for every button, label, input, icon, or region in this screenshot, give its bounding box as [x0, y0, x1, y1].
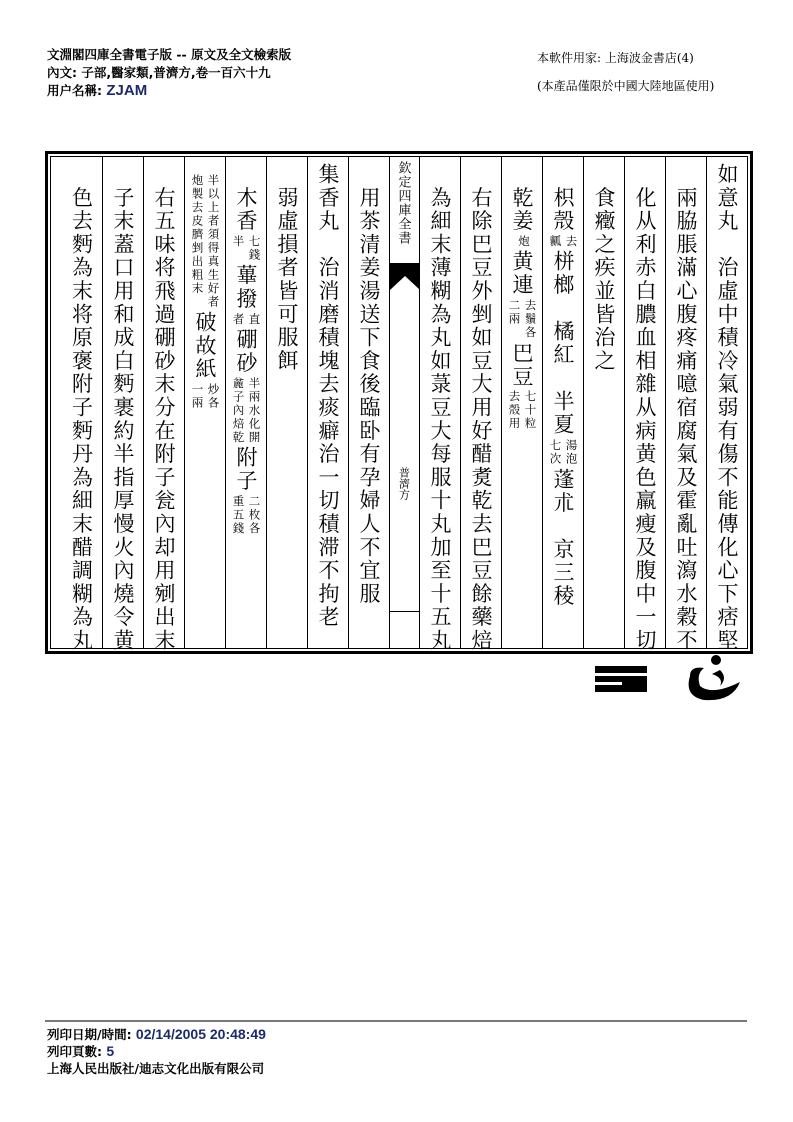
annotation-line: 重五錢 [231, 494, 246, 536]
text-columns [50, 156, 748, 653]
header-content-path: 內文: 子部,醫家類,普濟方,卷一百六十九 [47, 65, 271, 80]
main-text: 枳殼 [551, 163, 575, 233]
main-text: 右五味将飛過硼砂末分在附子瓮內却用剜出末 [152, 163, 176, 653]
annotation-line: 瓤 [548, 234, 563, 249]
main-text: 乾姜 [510, 163, 534, 233]
main-text: 巴豆 [510, 341, 534, 389]
annotation-line: 去殼用 [507, 390, 522, 431]
main-text: 色去麪為末将原褒附子麪丹為細末醋調糊為丸 [69, 163, 94, 653]
annotation-note [191, 383, 220, 410]
main-text: 用茶清姜湯送下食後臨卧有孕婦人不宜服 [357, 163, 381, 606]
pages-label: 列印頁數: [47, 1044, 107, 1059]
text-column [501, 157, 542, 648]
annotation-line: 直 [247, 312, 262, 327]
user-name: ZJAM [106, 82, 148, 99]
text-column [307, 157, 348, 648]
annotation-line: 七十粒 [523, 390, 538, 431]
annotation-line: 半 [231, 234, 246, 249]
main-text: 破故紙 [193, 310, 217, 381]
annotation-line: 二枚各 [247, 494, 262, 536]
licensee-text: 本軟件用家: 上海波金書店(4) [537, 51, 694, 65]
annotation-line: 炮製去皮臍剉出粗末 [190, 173, 205, 296]
main-text: 弱虛損者皆可服餌 [275, 163, 299, 373]
annotation-line: 二兩 [507, 299, 522, 327]
main-text: 化从利赤白膿血相雜从病黄色羸瘦及腹中一切 [633, 163, 657, 653]
annotation-line: 去 [564, 234, 579, 249]
text-column [419, 157, 460, 653]
text-column [542, 157, 583, 648]
annotation-line: 麄子內焙乾 [231, 376, 246, 445]
annotation-note [549, 439, 578, 466]
annotation-line: 湯泡 [564, 438, 579, 466]
text-column [624, 157, 665, 653]
header-title: 文淵閣四庫全書電子版 -- 原文及全文檢索版 [47, 47, 292, 62]
text-column [665, 157, 706, 653]
annotation-line: 一兩 [190, 382, 205, 410]
annotation-note [508, 299, 537, 340]
annotation-note [232, 313, 261, 327]
text-column [225, 157, 266, 648]
main-text: 為細末薄糊為丸如菉豆大每服十丸加至十五丸 [428, 163, 452, 653]
page-gutter [389, 157, 419, 648]
annotation-line: 七次 [548, 438, 563, 466]
text-column [143, 157, 184, 653]
annotation-line: 七錢 [247, 234, 262, 262]
main-text: 木香 [234, 163, 258, 233]
restriction-text: (本產品僅限於中國大陸地區使用) [537, 79, 715, 93]
main-text [193, 163, 217, 172]
user-label: 用户名稱: [47, 83, 107, 98]
main-text: 黄連 [510, 250, 534, 298]
pages-value: 5 [106, 1043, 115, 1059]
main-text: 右除巴豆外剉如豆大用好醋煑乾去巴豆餘藥焙 [469, 163, 493, 653]
document-header [47, 46, 291, 100]
annotation-line: 炒各 [206, 382, 221, 410]
text-column [266, 157, 307, 648]
annotation-note [232, 377, 261, 445]
main-text: 栟榔 橘紅 半夏 [551, 250, 575, 437]
publisher-logo-icon [592, 652, 752, 707]
annotation-note [514, 235, 530, 249]
main-text: 蓽撥 [234, 263, 258, 311]
publisher-text: 上海人民出版社/迪志文化出版有限公司 [47, 1061, 265, 1076]
gutter-title: 欽定四庫全書 [395, 161, 411, 245]
text-column [61, 157, 102, 653]
footer-divider [45, 1020, 747, 1022]
text-column [348, 157, 389, 648]
text-column [460, 157, 501, 653]
main-text: 蓬朮 京三稜 [551, 467, 575, 608]
annotation-line: 炮 [517, 234, 531, 249]
print-date-label: 列印日期/時間: [47, 1027, 136, 1042]
annotation-note [232, 495, 261, 536]
main-text: 食癥之疾並皆治之 [592, 163, 616, 373]
annotation-note [232, 235, 261, 262]
text-column [706, 157, 747, 653]
header-user [47, 82, 291, 100]
main-text: 硼砂 [234, 328, 258, 375]
print-pages [47, 1042, 114, 1060]
print-date-value: 02/14/2005 20:48:49 [135, 1026, 266, 1042]
gutter-book-title: 普濟方 [397, 467, 411, 500]
gutter-divider [390, 611, 419, 612]
main-text: 子末蓋口用和成白麪裹約半指厚慢火內燒令黄 [111, 163, 135, 653]
annotation-note [508, 390, 537, 431]
text-column [583, 157, 624, 648]
main-text: 兩脇脹滿心腹疼痛噫宿腐氣及霍亂吐瀉水穀不 [674, 163, 698, 653]
page-frame [45, 151, 753, 654]
text-column [184, 157, 225, 648]
annotation-line: 半兩水化開 [247, 376, 262, 445]
main-text: 附子 [234, 446, 258, 493]
fishtail-mark-icon [390, 264, 420, 294]
main-text: 如意丸 治虛中積冷氣弱有傷不能傳化心下痞堅 [715, 163, 739, 653]
annotation-line: 者 [231, 312, 246, 327]
main-text: 集香丸 治消磨積塊去痰癖治一切積滞不拘老 [316, 163, 340, 629]
text-column [102, 157, 143, 653]
annotation-note [549, 235, 578, 249]
print-date [47, 1025, 266, 1043]
annotation-line: 半以上者須得真生好者 [206, 173, 221, 309]
annotation-line: 去鬚各 [523, 299, 538, 340]
annotation-note [191, 174, 220, 309]
